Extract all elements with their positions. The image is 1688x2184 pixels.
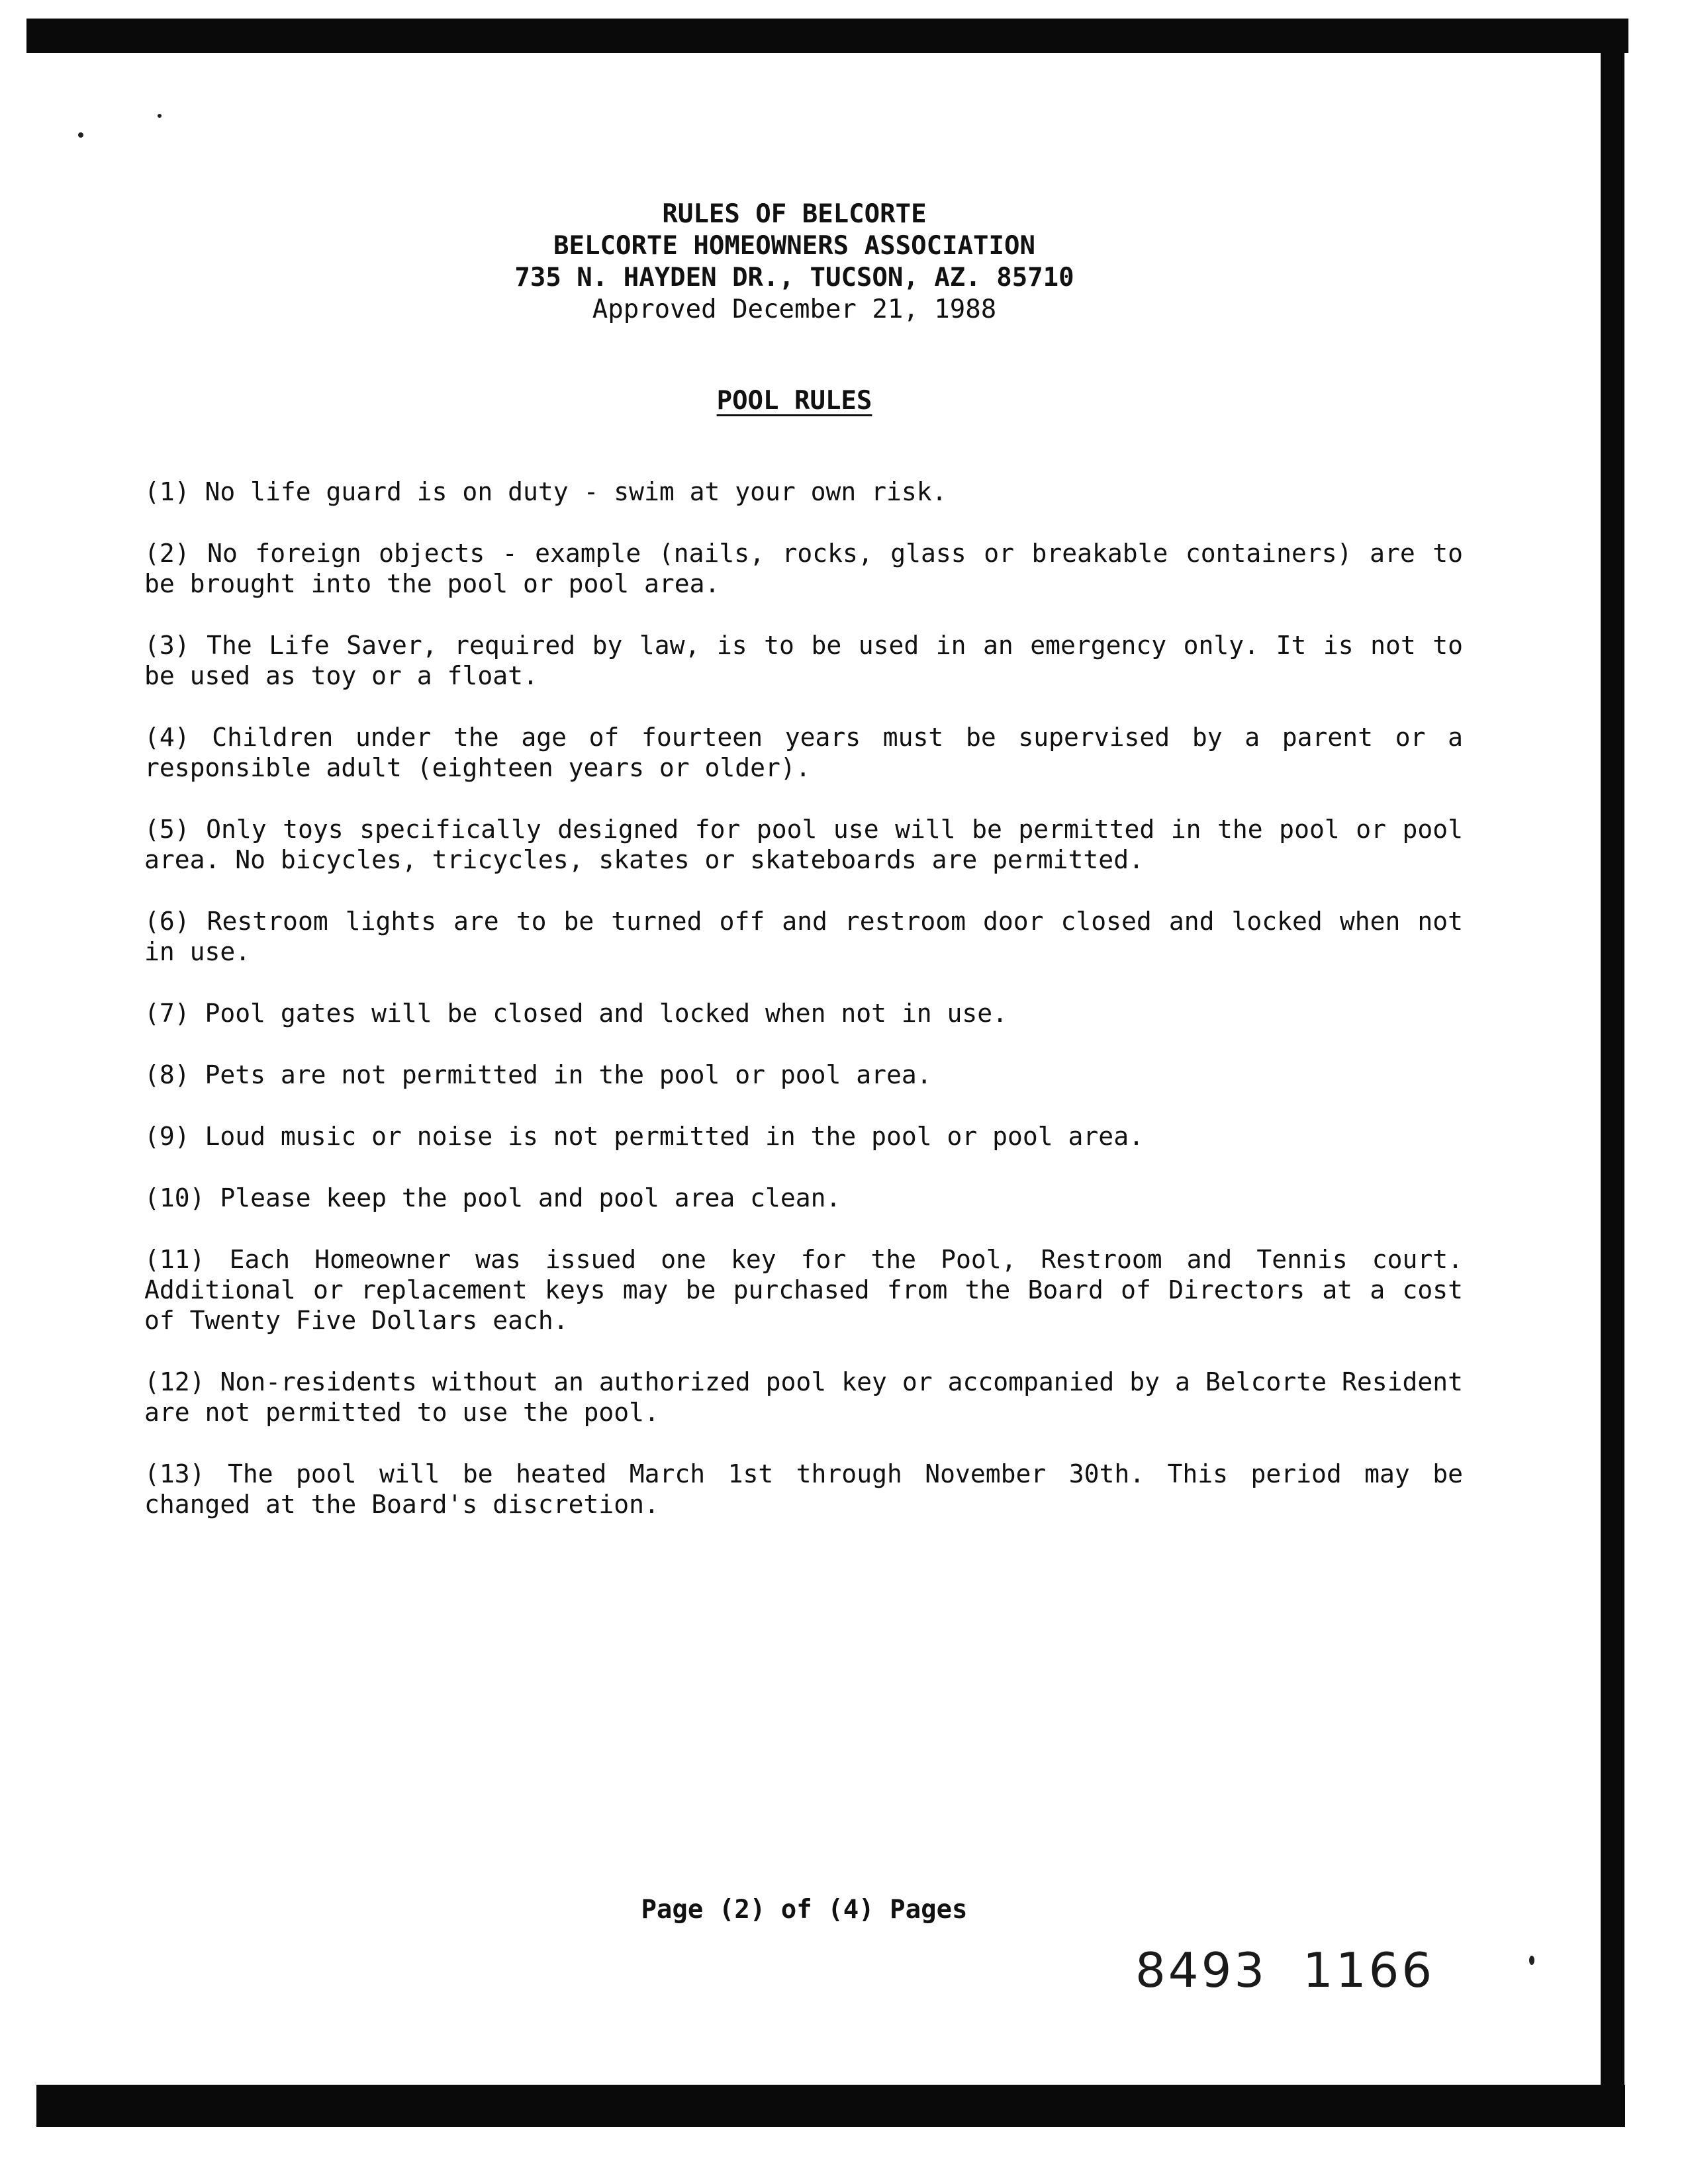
approval-date: Approved December 21, 1988	[592, 295, 997, 324]
section-title	[0, 385, 1589, 417]
rule-item: (2) No foreign objects - example (nails, rocks, glass or breakable containers) are to be brought into the pool or pool area.	[144, 539, 1463, 598]
rule-item: (8) Pets are not permitted in the pool or pool area.	[144, 1060, 932, 1089]
rule-item: (1) No life guard is on duty - swim at your own risk.	[144, 477, 947, 506]
organization-name: BELCORTE HOMEOWNERS ASSOCIATION	[553, 231, 1035, 261]
rule-item: (4) Children under the age of fourteen years must be supervised by a parent or a responsible adult (eighteen years or older).	[144, 723, 1463, 782]
rule-item: (12) Non-residents without an authorized pool key or accompanied by a Belcorte Resident are not permitted to use the pool.	[144, 1367, 1463, 1427]
rule-item: (6) Restroom lights are to be turned off and restroom door closed and locked when not in use.	[144, 907, 1463, 966]
rule-item: (11) Each Homeowner was issued one key for the Pool, Restroom and Tennis court. Additional or replacement keys may be purchased from the Board of Directors at a cost of Twenty Five Dollars each.	[144, 1245, 1463, 1335]
rule-item: (10) Please keep the pool and pool area clean.	[144, 1183, 841, 1212]
scan-border-top	[26, 19, 1628, 53]
pool-rules-list	[144, 477, 1463, 1551]
scan-speck	[78, 132, 83, 138]
scan-speck	[158, 114, 162, 118]
scan-border-right	[1601, 40, 1624, 2108]
document-title: RULES OF BELCORTE	[662, 199, 927, 229]
organization-address: 735 N. HAYDEN DR., TUCSON, AZ. 85710	[514, 263, 1074, 293]
rule-item: (13) The pool will be heated March 1st through November 30th. This period may be changed at the Board's discretion.	[144, 1459, 1463, 1519]
rule-item: (3) The Life Saver, required by law, is to be used in an emergency only. It is not to be used as toy or a float.	[144, 631, 1463, 690]
rule-item: (7) Pool gates will be closed and locked when not in use.	[144, 999, 1008, 1028]
scan-speck	[1529, 1956, 1534, 1965]
rule-item: (5) Only toys specifically designed for pool use will be permitted in the pool or pool area. No bicycles, tricycles, skates or skateboards are permitted.	[144, 815, 1463, 874]
scan-border-bottom	[36, 2085, 1625, 2127]
document-number: 8493 1166	[1135, 1942, 1435, 1998]
section-title-text: POOL RULES	[716, 386, 872, 416]
page-indicator: Page (2) of (4) Pages	[641, 1895, 968, 1925]
rule-item: (9) Loud music or noise is not permitted in the pool or pool area.	[144, 1122, 1144, 1151]
document-header	[0, 199, 1589, 326]
